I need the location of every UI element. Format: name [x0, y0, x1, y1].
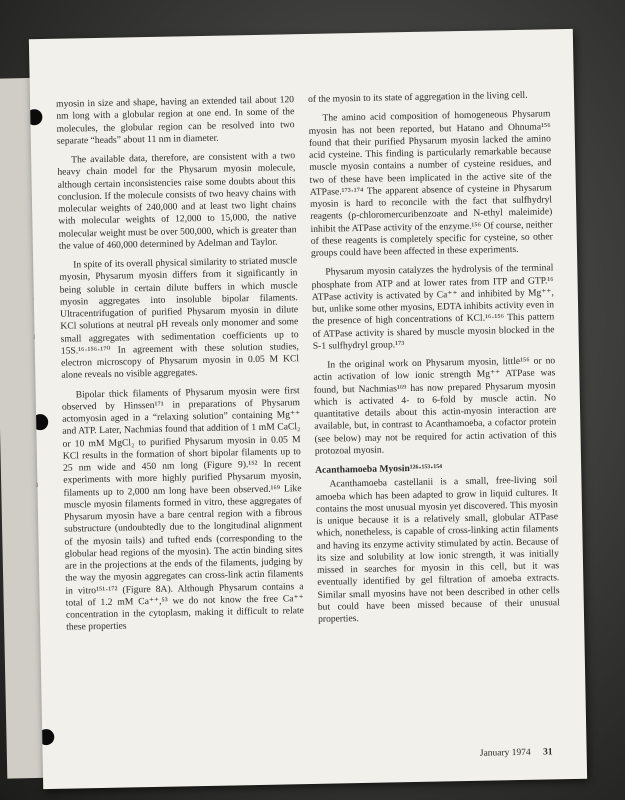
right-column: [308, 89, 560, 633]
paragraph: Physarum myosin catalyzes the hydrolysis of the terminal phosphate from ATP and at lower rates from ITP and GTP.¹⁶ ATPase activity is activated by Ca⁺⁺ and inhibited by Mg⁺⁺, but, unlike some other myosins, EDTA inhibits activity even in the presence of high concentrations of KCl.¹⁶·¹⁵⁶ This pattern of ATPase activity is shared by muscle myosin blocked in the S-1 sulfhydryl group.¹⁷³: [311, 262, 555, 352]
paragraph: The available data, therefore, are consistent with a two heavy chain model for the Physarum myosin molecule, although certain inconsistencies raise some doubts about this conclusion. If the molecule consists of two heavy chains with molecular weights of 240,000 and at least two light chains with molecular weights of 12,000 to 15,000, the native molecular weight must be over 500,000, which is greater than the value of 460,000 determined by Adelman and Taylor.: [57, 150, 297, 252]
section-heading: Acanthamoeba Myosin¹²⁶·¹⁵³·¹⁵⁴: [315, 462, 443, 476]
left-column: [56, 94, 304, 641]
paragraph: myosin in size and shape, having an extended tail about 120 nm long with a globular region at one end. In some of the molecules, the globular region can be resolved into two separate “heads” about 11 nm in diameter.: [55, 94, 295, 147]
paragraph: Bipolar thick filaments of Physarum myosin were first observed by Hinssen¹⁷¹ in preparations of Physarum actomyosin aged in a “relaxing solution” containing Mg⁺⁺ and ATP. Later, Nachmias found that addition of 1 mM CaCl₂ or 10 mM MgCl₂ to purified Physarum myosin in 0.05 M KCl results in the formation of short bipolar filaments up to 25 nm wide and 450 nm long (Figure 9).¹⁵² In recent experiments with more highly purified Physarum myosin, filaments up to 2,000 nm long have been observed.¹⁶⁹ Like muscle myosin filaments formed in vitro, these aggregates of Physarum myosin have a bare central region with a fibrous substructure (undoubtedly due to the longitudinal alignment of the myosin tails) and tufted ends (corresponding to the globular head regions of the myosin). The actin binding sites are in the projections at the ends of the filaments, judging by the way the myosin aggregates can cross-link actin filaments in vitro¹⁵¹·¹⁷² (Figure 8A). Although Physarum contains a total of 1.2 mM Ca⁺⁺,⁵³ we do not know the free Ca⁺⁺ concentration in the cytoplasm, making it difficult to relate these properties: [61, 384, 304, 633]
paragraph: Acanthamoeba castellanii is a small, free-living soil amoeba which has been adapted to grow in liquid cultures. It contains the most unusual myosin yet discovered. This myosin is unique because it is a relatively small, globular ATPase which, nonetheless, is capable of cross-linking actin filaments and having its enzyme activity stimulated by actin. Because of its size and solubility at low ionic strength, it was initially missed in searches for myosin in this cell, but it was eventually identified by gel filtration of amoeba extracts. Similar small myosins have not been described in other cells but could have been missed because of their unusual properties.: [315, 474, 560, 625]
document-page: [29, 29, 587, 789]
footer-date: January 1974: [479, 747, 531, 759]
page-footer: [480, 747, 553, 758]
paragraph: In the original work on Physarum myosin, little¹⁵⁶ or no actin activation of low ionic strength Mg⁺⁺ ATPase was found, but Nachmias¹⁶⁹ has now prepared Physarum myosin which is activated 4- to 6-fold by muscle actin. No quantitative details about this actin-myosin interaction are available, but, in contrast to Acanthamoeba, a cofactor protein (see below) may not be required for actin activation of this protozoal myosin.: [313, 355, 557, 457]
paragraph: of the myosin to its state of aggregation in the living cell.: [307, 89, 528, 105]
paragraph: The amino acid composition of homogeneous Physarum myosin has not been reported, but Hatano and Ohnuma¹⁵⁶ found that their purified Physarum myosin lacked the amino acid cysteine. This finding is particularly remarkable because muscle myosin contains a number of cysteine residues, and two of these have been implicated in the active site of the ATPase.¹⁷³·¹⁷⁴ The apparent absence of cysteine in Physarum myosin is hard to reconcile with the fact that sulfhydryl reagents (p-chloromercuribenzoate and N-ethyl maleimide) inhibit the ATPase activity of the enzyme.¹⁵⁶ Of course, neither of these reagents is completely specific for cysteine, so other groups could have been affected in these experiments.: [308, 108, 553, 259]
page-number: 31: [543, 747, 553, 758]
paragraph: In spite of its overall physical similarity to striated muscle myosin, Physarum myosin differs from it significantly in being soluble in certain dilute buffers in which muscle myosin aggregates into insoluble bipolar filaments. Ultracentrifugation of purified Physarum myosin in dilute KCl solutions at neutral pH reveals only monomer and some small aggregates with sedimentation coefficients up to 15S.¹⁶·¹⁵⁶·¹⁷⁰ In agreement with these solution studies, electron microscopy of Physarum myosin in 0.05 M KCl alone reveals no visible aggregates.: [59, 255, 300, 381]
punch-hole-top: [29, 109, 43, 125]
